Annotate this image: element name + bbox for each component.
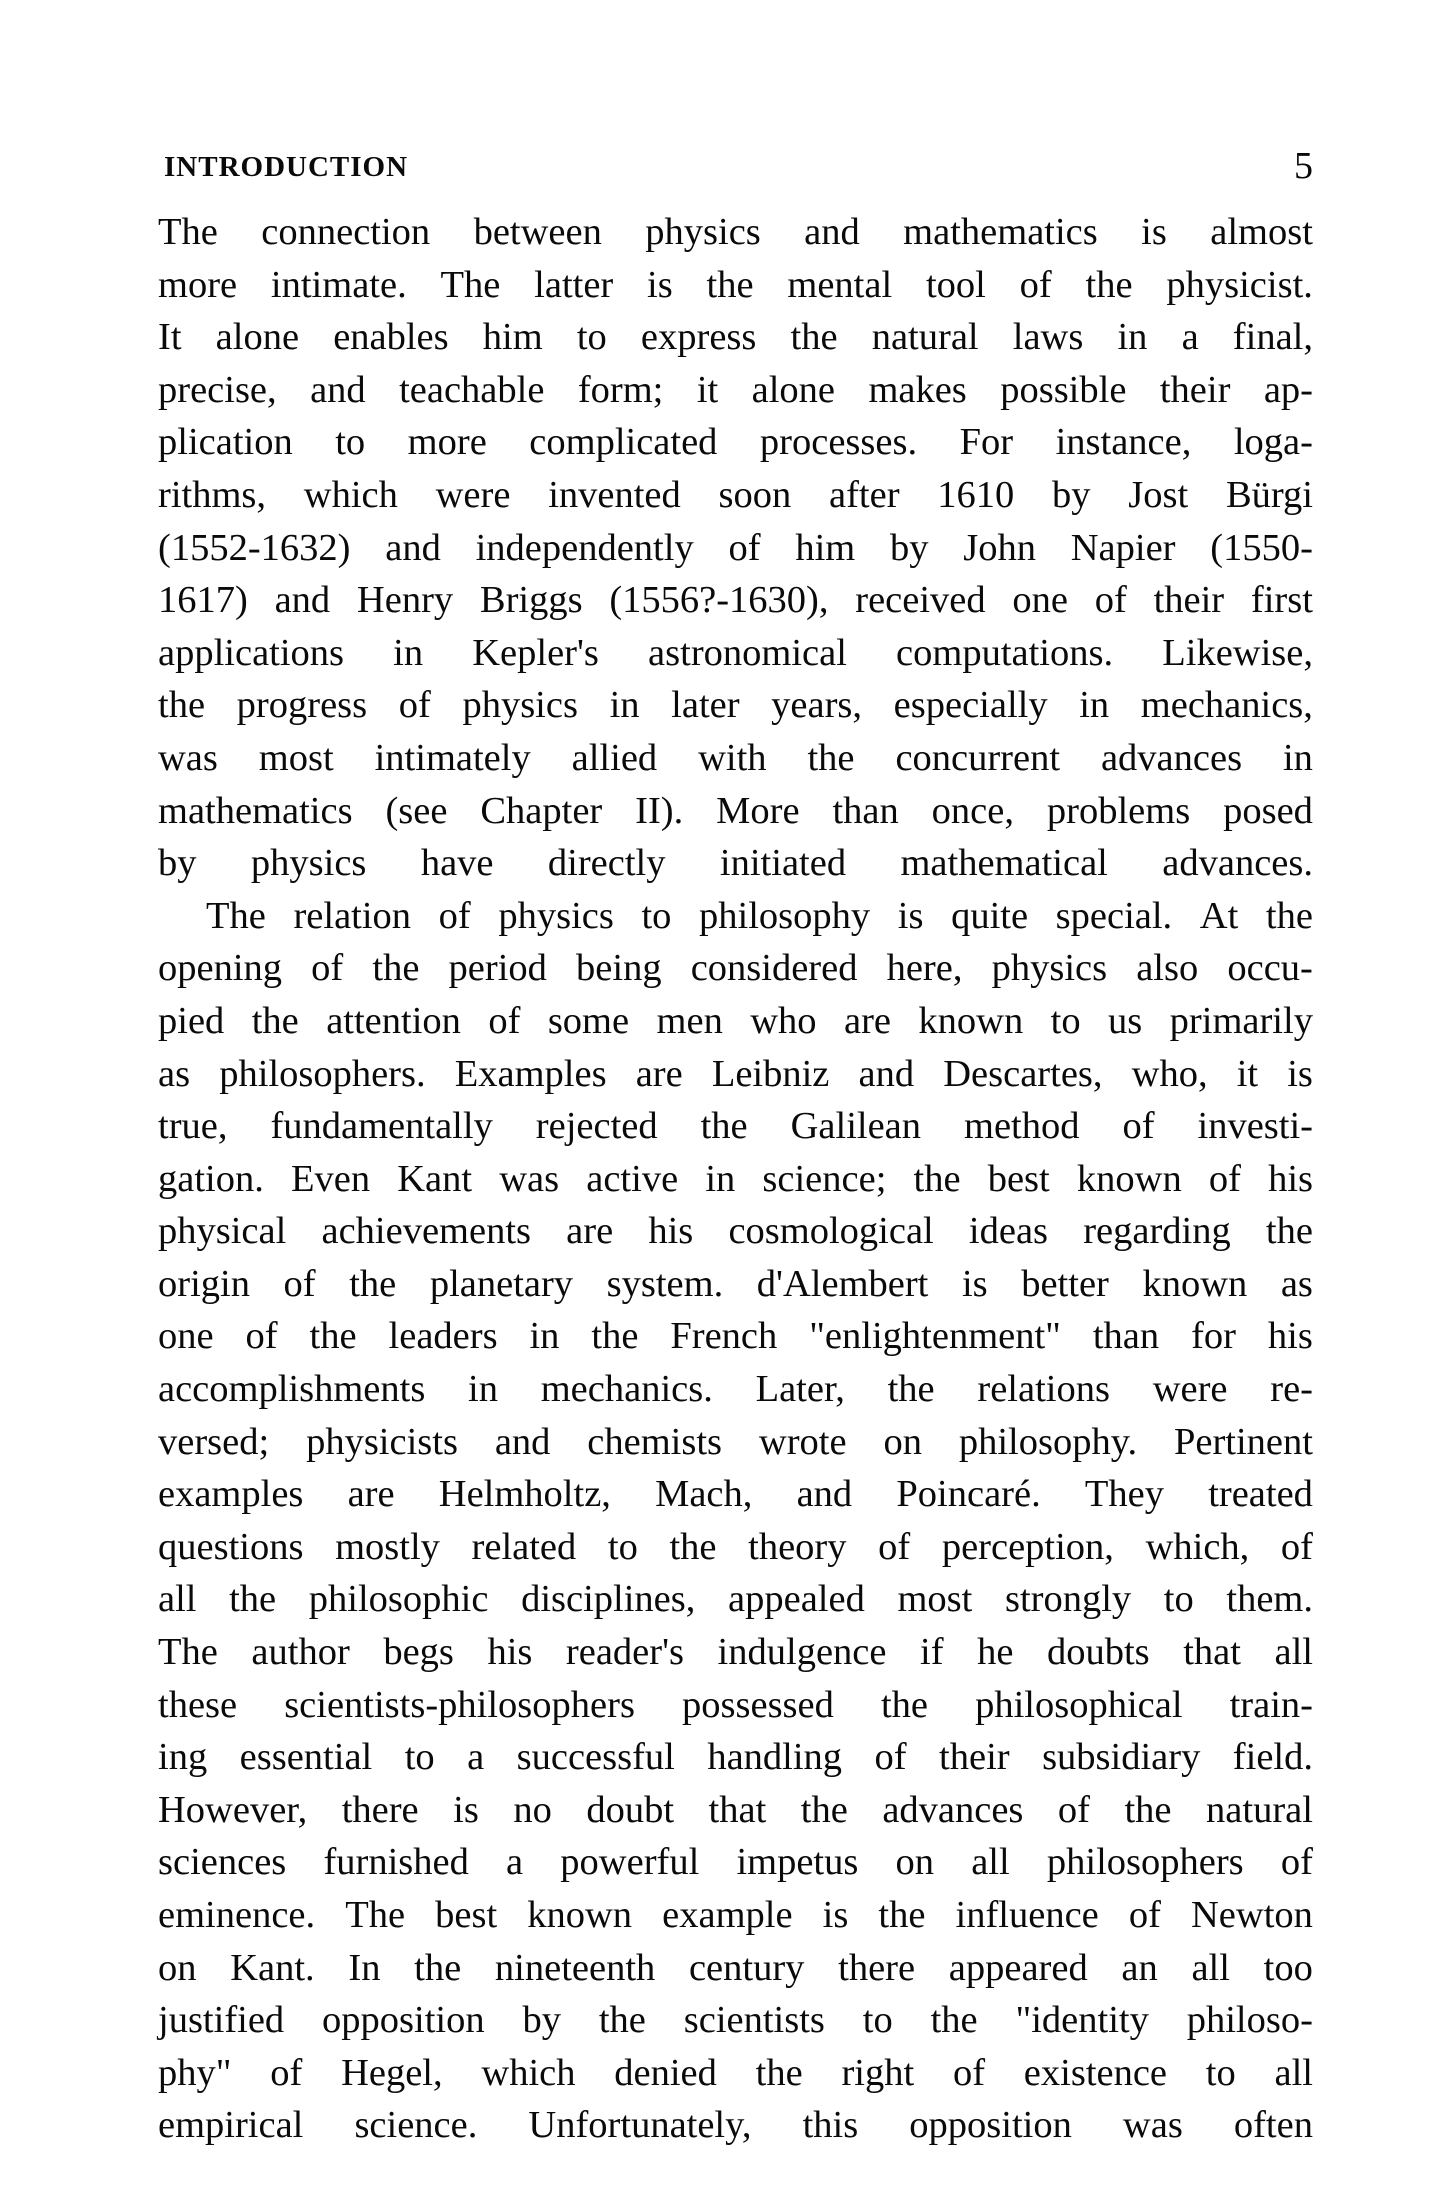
- text-line: as philosophers. Examples are Leibniz and Descartes, who, it is: [158, 1052, 1313, 1095]
- body-text: [158, 206, 1313, 2152]
- text-line: applications in Kepler's astronomical computations. Likewise,: [158, 631, 1313, 674]
- text-line: sciences furnished a powerful impetus on all philosophers of: [158, 1841, 1313, 1884]
- text-line: It alone enables him to express the natural laws in a final,: [158, 316, 1313, 359]
- text-line: The author begs his reader's indulgence if he doubts that all: [158, 1631, 1313, 1674]
- text-line: precise, and teachable form; it alone makes possible their ap-: [158, 368, 1313, 411]
- text-line: The connection between physics and mathematics is almost: [158, 211, 1313, 253]
- text-line: mathematics (see Chapter II). More than once, problems posed: [158, 789, 1313, 832]
- text-line: physical achievements are his cosmological ideas regarding the: [158, 1210, 1313, 1253]
- text-line: rithms, which were invented soon after 1610 by Jost Bürgi: [158, 473, 1313, 516]
- text-line: 1617) and Henry Briggs (1556?-1630), received one of their first: [158, 579, 1313, 622]
- text-line: gation. Even Kant was active in science; the best known of his: [158, 1157, 1313, 1200]
- text-line: these scientists-philosophers possessed the philosophical train-: [158, 1683, 1313, 1726]
- text-line: accomplishments in mechanics. Later, the relations were re-: [158, 1368, 1313, 1411]
- paragraph: [158, 206, 1313, 890]
- book-page: [158, 145, 1313, 2150]
- text-line: plication to more complicated processes. For instance, loga-: [158, 421, 1313, 464]
- text-line: opening of the period being considered here, physics also occu-: [158, 947, 1313, 990]
- page-number: 5: [1294, 145, 1313, 187]
- text-line: more intimate. The latter is the mental tool of the physicist.: [158, 263, 1313, 306]
- text-line: by physics have directly initiated mathematical advances.: [158, 842, 1313, 885]
- text-line: origin of the planetary system. d'Alembert is better known as: [158, 1262, 1313, 1305]
- text-line: eminence. The best known example is the influence of Newton: [158, 1894, 1313, 1936]
- paragraph: [158, 890, 1313, 2152]
- running-head: [158, 145, 1313, 196]
- text-line: empirical science. Unfortunately, this opposition was often: [158, 2104, 1313, 2147]
- text-line: all the philosophic disciplines, appealed most strongly to them.: [158, 1578, 1313, 1621]
- text-line: phy" of Hegel, which denied the right of existence to all: [158, 2051, 1313, 2094]
- text-line: (1552-1632) and independently of him by John Napier (1550-: [158, 526, 1313, 569]
- text-line: questions mostly related to the theory of perception, which, of: [158, 1525, 1313, 1568]
- running-title: INTRODUCTION: [164, 151, 409, 183]
- text-line: versed; physicists and chemists wrote on philosophy. Pertinent: [158, 1420, 1313, 1463]
- text-line: on Kant. In the nineteenth century there appeared an all too: [158, 1946, 1313, 1989]
- text-line: ing essential to a successful handling of their subsidiary field.: [158, 1736, 1313, 1779]
- text-line: was most intimately allied with the concurrent advances in: [158, 736, 1313, 779]
- text-line: justified opposition by the scientists to the "identity philoso-: [158, 1999, 1313, 2042]
- text-line: the progress of physics in later years, especially in mechanics,: [158, 684, 1313, 727]
- text-line: examples are Helmholtz, Mach, and Poincaré. They treated: [158, 1473, 1313, 1516]
- text-line: pied the attention of some men who are known to us primarily: [158, 999, 1313, 1042]
- text-line: one of the leaders in the French "enlightenment" than for his: [158, 1315, 1313, 1358]
- text-line: The relation of physics to philosophy is quite special. At the: [206, 894, 1313, 937]
- text-line: However, there is no doubt that the advances of the natural: [158, 1788, 1313, 1831]
- text-line: true, fundamentally rejected the Galilean method of investi-: [158, 1105, 1313, 1148]
